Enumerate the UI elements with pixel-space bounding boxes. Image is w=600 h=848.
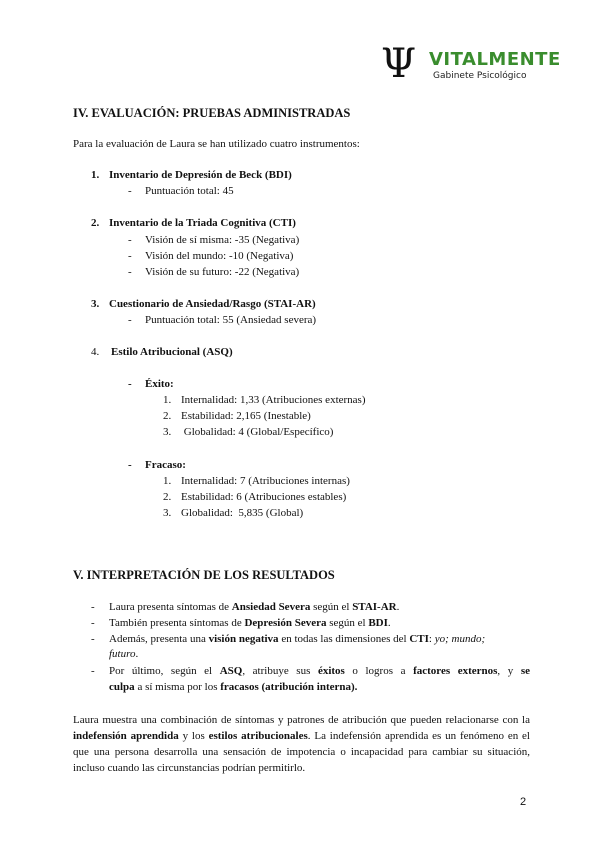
dash-bullet-icon: -	[128, 250, 132, 262]
page-number: 2	[520, 796, 527, 808]
logo-subtitle: Gabinete Psicológico	[433, 71, 527, 81]
dash-bullet-icon: -	[91, 617, 95, 629]
brand-logo	[381, 41, 581, 90]
dash-bullet-icon: -	[128, 459, 132, 471]
asq-item-number: 1.	[163, 394, 172, 406]
dash-bullet-icon: -	[128, 234, 132, 246]
test-1-number: 1.	[91, 169, 100, 181]
asq-item: Internalidad: 1,33 (Atribuciones externas)	[181, 394, 366, 406]
psi-logo-icon: Ψ	[381, 41, 417, 87]
section-4-intro: Para la evaluación de Laura se han utilizado cuatro instrumentos:	[73, 138, 360, 150]
asq-item: Estabilidad: 6 (Atribuciones estables)	[181, 491, 347, 503]
asq-item-number: 1.	[163, 475, 172, 487]
dash-bullet-icon: -	[91, 665, 95, 677]
interpretation-bullet-2: También presenta síntomas de Depresión Severa según el BDI.	[109, 617, 391, 629]
test-3-title: Cuestionario de Ansiedad/Rasgo (STAI-AR)	[109, 298, 316, 310]
asq-item: Internalidad: 7 (Atribuciones internas)	[181, 475, 350, 487]
section-5-heading: V. INTERPRETACIÓN DE LOS RESULTADOS	[73, 568, 335, 582]
dash-bullet-icon: -	[91, 633, 95, 645]
interpretation-bullet-4: Por último, según el ASQ, atribuye sus éxitos o logros a factores externos, y se	[109, 665, 531, 677]
interpretation-bullet-3-cont: futuro.	[109, 648, 139, 660]
asq-item: Estabilidad: 2,165 (Inestable)	[181, 410, 311, 422]
test-3-item: Puntuación total: 55 (Ansiedad severa)	[145, 314, 317, 326]
dash-bullet-icon: -	[128, 378, 132, 390]
logo-title: VITALMENTE	[429, 49, 561, 70]
dash-bullet-icon: -	[128, 314, 132, 326]
asq-item-number: 2.	[163, 410, 172, 422]
dash-bullet-icon: -	[128, 266, 132, 278]
test-1-title: Inventario de Depresión de Beck (BDI)	[109, 169, 292, 181]
asq-item-number: 3.	[163, 507, 172, 519]
test-4-title: Estilo Atribucional (ASQ)	[111, 346, 233, 358]
test-1-item: Puntuación total: 45	[145, 185, 234, 197]
test-2-title: Inventario de la Triada Cognitiva (CTI)	[109, 217, 296, 229]
test-3-number: 3.	[91, 298, 100, 310]
section-4-heading: IV. EVALUACIÓN: PRUEBAS ADMINISTRADAS	[73, 106, 351, 120]
asq-item: Globalidad: 5,835 (Global)	[181, 507, 304, 519]
asq-group-label: Fracaso:	[145, 459, 186, 471]
asq-item: Globalidad: 4 (Global/Específico)	[181, 426, 334, 438]
interpretation-bullet-1: Laura presenta síntomas de Ansiedad Severa según el STAI-AR.	[109, 601, 400, 613]
test-2-item: Visión del mundo: -10 (Negativa)	[145, 250, 294, 262]
asq-item-number: 2.	[163, 491, 172, 503]
dash-bullet-icon: -	[91, 601, 95, 613]
asq-group-label: Éxito:	[145, 378, 174, 390]
dash-bullet-icon: -	[128, 185, 132, 197]
interpretation-bullet-4-cont: culpa a sí misma por los fracasos (atribución interna).	[109, 681, 358, 693]
interpretation-paragraph: Laura muestra una combinación de síntomas y patrones de atribución que pueden relacionarse con la indefensión aprendida y los estilos atribucionales. La indefensión aprendida es un fenómeno en el que una persona desarrolla una sensación de impotencia o incapacidad para cambiar su situación, incluso cuando las circunstancias podrían permitirlo.	[73, 714, 530, 774]
test-4-number: 4.	[91, 346, 100, 358]
test-2-item: Visión de sí misma: -35 (Negativa)	[145, 234, 300, 246]
test-2-number: 2.	[91, 217, 100, 229]
asq-item-number: 3.	[163, 426, 172, 438]
test-2-item: Visión de su futuro: -22 (Negativa)	[145, 266, 300, 278]
interpretation-bullet-3: Además, presenta una visión negativa en todas las dimensiones del CTI: yo; mundo;	[109, 633, 486, 645]
